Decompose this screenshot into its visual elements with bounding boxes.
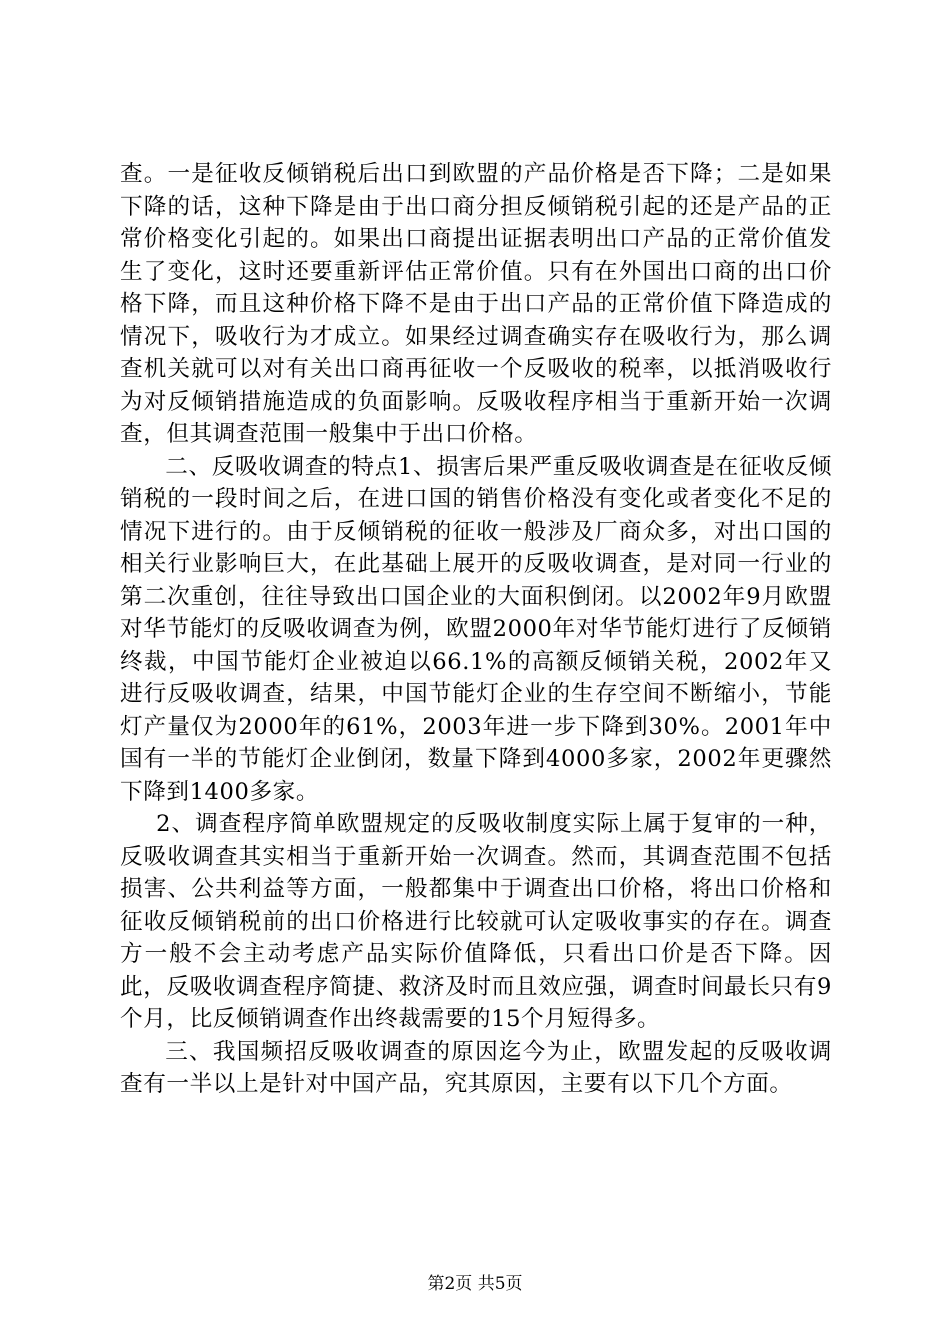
paragraph-section-two: 二、反吸收调查的特点1、损害后果严重反吸收调查是在征收反倾销税的一段时间之后，在进口国的销售价格没有变化或者变化不足的情况下进行的。由于反倾销税的征收一般涉及厂商众多，对出口国的相关行业影响巨大，在此基础上展开的反吸收调查，是对同一行业的第二次重创，往往导致出口国企业的大面积倒闭。以2002年9月欧盟对华节能灯的反吸收调查为例，欧盟2000年对华节能灯进行了反倾销终裁，中国节能灯企业被迫以66.1%的高额反倾销关税，2002年又进行反吸收调查，结果，中国节能灯企业的生存空间不断缩小，节能灯产量仅为2000年的61%，2003年进一步下降到30%。2001年中国有一半的节能灯企业倒闭，数量下降到4000多家，2002年更骤然下降到1400多家。 — [120, 453, 832, 805]
paragraph-procedure: 2、调查程序简单欧盟规定的反吸收制度实际上属于复审的一种，反吸收调查其实相当于重新开始一次调查。然而，其调查范围不包括损害、公共利益等方面，一般都集中于调查出口价格，将出口价格和征收反倾销税前的出口价格进行比较就可认定吸收事实的存在。调查方一般不会主动考虑产品实际价值降低，只看出口价是否下降。因此，反吸收调查程序简捷、救济及时而且效应强，调查时间最长只有9个月，比反倾销调查作出终裁需要的15个月短得多。 — [120, 811, 832, 1032]
paragraph-section-three: 三、我国频招反吸收调查的原因迄今为止，欧盟发起的反吸收调查有一半以上是针对中国产品，究其原因，主要有以下几个方面。 — [120, 1038, 832, 1097]
paragraph-continuation: 查。一是征收反倾销税后出口到欧盟的产品价格是否下降；二是如果下降的话，这种下降是由于出口商分担反倾销税引起的还是产品的正常价格变化引起的。如果出口商提出证据表明出口产品的正常价值发生了变化，这时还要重新评估正常价值。只有在外国出口商的出口价格下降，而且这种价格下降不是由于出口产品的正常价值下降造成的情况下，吸收行为才成立。如果经过调查确实存在吸收行为，那么调查机关就可以对有关出口商再征收一个反吸收的税率，以抵消吸收行为对反倾销措施造成的负面影响。反吸收程序相当于重新开始一次调查，但其调查范围一般集中于出口价格。 — [120, 161, 832, 447]
page-number-footer: 第2页 共5页 — [427, 1274, 523, 1294]
document-body — [120, 158, 832, 1101]
